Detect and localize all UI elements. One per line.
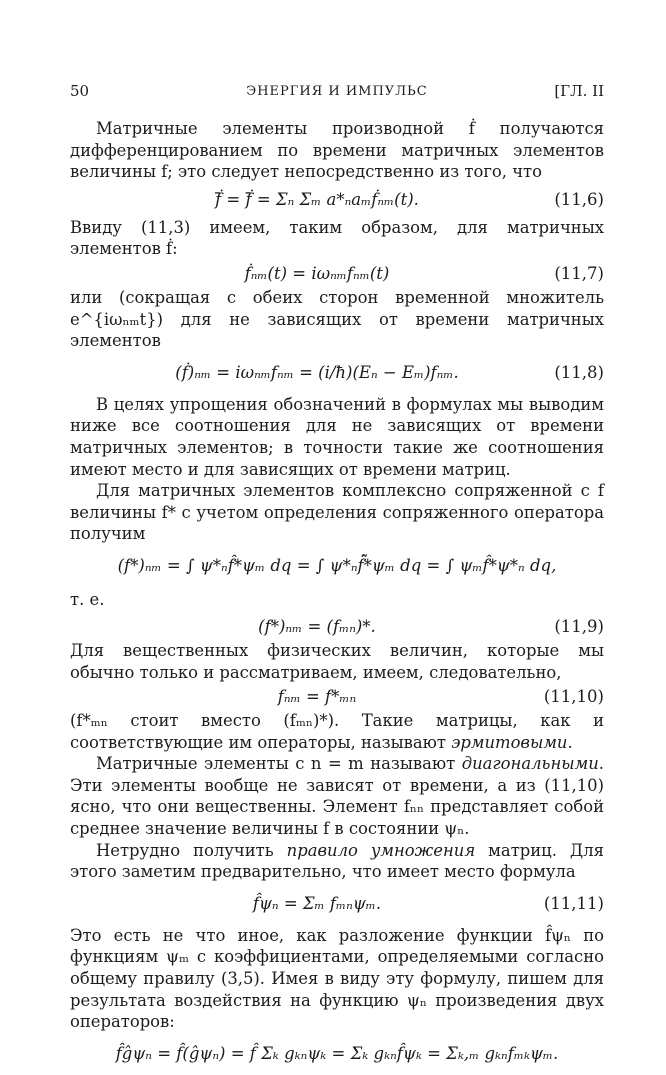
page-number: 50: [70, 82, 90, 100]
equation-operator-product-formula: f̂ĝψₙ = f̂(ĝψₙ) = f̂ Σₖ gₖₙψₖ = Σₖ gₖₙf̂ψₖ = Σₖ,ₘ gₖₙfₘₖψₘ.: [115, 1043, 559, 1063]
equation-11-7-formula: ḟₙₘ(t) = iωₙₘfₙₘ(t): [244, 263, 390, 283]
paragraph-8-text-a: (f*ₘₙ стоит вместо (fₘₙ)*). Такие матрицы, как и соответствующие им операторы, называют: [70, 711, 604, 752]
term-diagonal: диагональными: [461, 754, 599, 774]
paragraph-10-text-b: матриц. Для этого заметим предварительно, что имеет место формула: [70, 840, 604, 882]
equation-11-8: [70, 352, 604, 394]
equation-11-6: [70, 183, 604, 217]
equation-11-11-number: (11,11): [543, 893, 604, 913]
equation-11-9-number: (11,9): [554, 616, 604, 636]
page-body: [70, 118, 604, 1075]
paragraph-8: [70, 710, 604, 753]
page-header: [70, 82, 604, 104]
equation-11-6-number: (11,6): [554, 189, 604, 209]
equation-11-9: [70, 613, 604, 640]
paragraph-1: Матричные элементы производной ḟ получаются дифференцированием по времени матричных элементов величины f; это следует непосредственно из того, что: [70, 119, 604, 182]
chapter-label: [ГЛ. II: [554, 82, 604, 100]
equation-11-8-formula: (ḟ)ₙₘ = iωₙₘfₙₘ = (i/ħ)(Eₙ − Eₘ)fₙₘ.: [175, 362, 459, 382]
equation-11-9-formula: (f*)ₙₘ = (fₘₙ)*.: [258, 616, 376, 636]
equation-conjugate: [70, 545, 604, 587]
paragraph-5: Для матричных элементов комплексно сопряженной с f величины f* с учетом определения сопряженного оператора получим: [70, 481, 604, 544]
paragraph-3: или (сокращая с обеих сторон временной множитель e^{iωₙₘt}) для не зависящих от времени матричных элементов: [70, 287, 604, 351]
running-title: ЭНЕРГИЯ И ИМПУЛЬС: [246, 84, 428, 99]
equation-11-10-number: (11,10): [543, 687, 604, 707]
term-multiplication-rule: правило умножения: [286, 840, 476, 860]
paragraph-10-text-a: Нетрудно получить: [96, 840, 287, 860]
equation-11-11-formula: f̂ψₙ = Σₘ fₘₙψₘ.: [252, 893, 382, 913]
equation-11-11: [70, 883, 604, 925]
equation-11-6-formula: ḟ̄ = ḟ̄ = Σₙ Σₘ a*ₙaₘḟₙₘ(t).: [215, 189, 419, 209]
equation-11-10: [70, 683, 604, 710]
paragraph-9: [70, 753, 604, 839]
paragraph-2: Ввиду (11,3) имеем, таким образом, для матричных элементов ḟ:: [70, 217, 604, 259]
paragraph-8-text-b: .: [567, 732, 573, 752]
equation-11-7: [70, 260, 604, 287]
equation-11-7-number: (11,7): [554, 263, 604, 283]
paragraph-10: [70, 840, 604, 883]
paragraph-9-text-a: Матричные элементы с n = m называют: [96, 754, 462, 774]
paragraph-te: т. е.: [70, 589, 105, 609]
paragraph-7: Для вещественных физических величин, которые мы обычно только и рассматриваем, имеем, следовательно,: [70, 640, 604, 682]
equation-conjugate-formula: (f*)ₙₘ = ∫ ψ*ₙf̂*ψₘ dq = ∫ ψ*ₙf̂̃*ψₘ dq = ∫ ψₘf̂*ψ*ₙ dq,: [117, 555, 557, 575]
equation-11-10-formula: fₙₘ = f*ₘₙ: [277, 687, 357, 707]
equation-operator-product: [70, 1033, 604, 1075]
paragraph-9-text-b: . Эти элементы вообще не зависят от времени, а из (11,10) ясно, что они вещественны. Элемент fₙₙ представляет собой среднее значение величины f в состоянии ψₙ.: [70, 754, 604, 839]
paragraph-11: Это есть не что иное, как разложение функции f̂ψₙ по функциям ψₘ с коэффициентами, определяемыми согласно общему правилу (3,5). Имея в виду эту формулу, пишем для результата воздействия на функцию ψₙ произведения двух операторов:: [70, 925, 604, 1032]
paragraph-4: В целях упрощения обозначений в формулах мы выводим ниже все соотношения для не зависящих от времени матричных элементов; в точности такие же соотношения имеют место и для зависящих от времени матриц.: [70, 394, 604, 479]
term-hermitian: эрмитовыми: [451, 732, 568, 752]
equation-11-8-number: (11,8): [554, 362, 604, 382]
